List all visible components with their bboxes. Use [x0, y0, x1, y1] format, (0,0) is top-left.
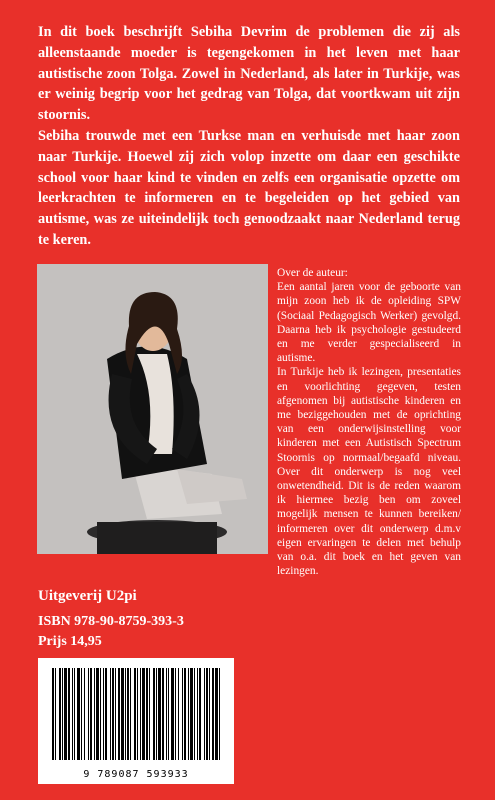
barcode-bar: [130, 668, 131, 760]
barcode-bar: [137, 668, 138, 760]
barcode-bar: [153, 668, 155, 760]
barcode: [38, 658, 234, 784]
barcode-bar: [77, 668, 80, 760]
barcode-bar: [90, 668, 92, 760]
barcode-bars: [38, 658, 234, 768]
author-paragraph: In Turkije heb ik lezingen, presentaties en voorlichting gegeven, testen afgenomen bij autistische kinderen en me beziggehouden met de oprichting van een onderwijsinstelling voor kinderen met een Autistisch Spectrum Stoornis op normaal/begaafd niveau. Over dit onderwerp is nog veel onwetendheid. Dit is de reden waarom ik hiermee bezig ben om zoveel mogelijk mensen te kunnen bereiken/ informeren over dit onderwerp d.m.v eigen ervaringen te delen met behulp van o.a. dit boek en het geven van lezingen.: [277, 366, 461, 578]
price: Prijs 14,95: [38, 634, 102, 649]
barcode-bar: [59, 668, 61, 760]
barcode-bar: [162, 668, 164, 760]
barcode-bar: [206, 668, 208, 760]
barcode-bar: [140, 668, 141, 760]
isbn-number: ISBN 978-90-8759-393-3: [38, 614, 184, 629]
barcode-bar: [110, 668, 111, 760]
author-photo: [37, 264, 268, 554]
barcode-bar: [121, 668, 124, 760]
book-details: [38, 612, 184, 652]
barcode-bar: [72, 668, 73, 760]
barcode-bar: [62, 668, 63, 760]
barcode-bar: [156, 668, 157, 760]
barcode-bar: [194, 668, 195, 760]
barcode-bar: [197, 668, 198, 760]
barcode-bar: [96, 668, 99, 760]
barcode-bar: [112, 668, 114, 760]
barcode-bar: [184, 668, 186, 760]
barcode-bar: [142, 668, 145, 760]
barcode-bar: [68, 668, 70, 760]
barcode-bar: [84, 668, 85, 760]
barcode-bar: [175, 668, 176, 760]
barcode-bar: [204, 668, 205, 760]
barcode-bar: [188, 668, 189, 760]
barcode-bar: [88, 668, 89, 760]
barcode-bar: [171, 668, 174, 760]
barcode-bar: [52, 668, 54, 760]
barcode-bar: [212, 668, 214, 760]
barcode-bar: [190, 668, 193, 760]
barcode-bar: [127, 668, 129, 760]
back-cover-blurb: [38, 22, 460, 251]
barcode-bar: [178, 668, 179, 760]
barcode-digits: 9 789087 593933: [83, 769, 189, 780]
barcode-bar: [158, 668, 161, 760]
barcode-bar: [81, 668, 82, 760]
barcode-bar: [64, 668, 67, 760]
barcode-bar: [166, 668, 167, 760]
barcode-bar: [118, 668, 120, 760]
barcode-bar: [199, 668, 201, 760]
barcode-bar: [146, 668, 148, 760]
author-heading: Over de auteur:: [277, 267, 348, 279]
blurb-paragraph: In dit boek beschrijft Sebiha Devrim de problemen die zij als alleenstaande moeder is tegengekomen in het leven met haar autistische zoon Tolga. Zowel in Nederland, als later in Turkije, was er weinig begrip voor het gedrag van Tolga, dat voortkwam uit zijn stoornis.: [38, 24, 460, 124]
barcode-bar: [74, 668, 75, 760]
barcode-bar: [115, 668, 116, 760]
barcode-bar: [219, 668, 220, 760]
barcode-bar: [215, 668, 218, 760]
barcode-bar: [103, 668, 104, 760]
barcode-bar: [149, 668, 150, 760]
barcode-bar: [168, 668, 169, 760]
barcode-bar: [105, 668, 107, 760]
barcode-bar: [182, 668, 183, 760]
publisher-name: Uitgeverij U2pi: [38, 588, 137, 604]
author-paragraph: Een aantal jaren voor de geboorte van mijn zoon heb ik de opleiding SPW (Sociaal Pedagogisch Werker) gevolgd. Daarna heb ik psychologie gestudeerd en me verder gespecialiseerd in autisme.: [277, 281, 461, 365]
barcode-bar: [100, 668, 101, 760]
barcode-bar: [94, 668, 95, 760]
author-bio: [277, 266, 461, 578]
barcode-bar: [55, 668, 56, 760]
barcode-bar: [209, 668, 210, 760]
barcode-bar: [125, 668, 126, 760]
barcode-bar: [134, 668, 136, 760]
blurb-paragraph: Sebiha trouwde met een Turkse man en verhuisde met haar zoon naar Turkije. Hoewel zij zich volop inzette om daar een geschikte school voor haar kind te vinden en zelfs een organisatie opzette om leerkrachten te informeren en te begeleiden op het gebied van autisme, was ze uiteindelijk toch genoodzaakt naar Nederland terug te keren.: [38, 127, 460, 248]
